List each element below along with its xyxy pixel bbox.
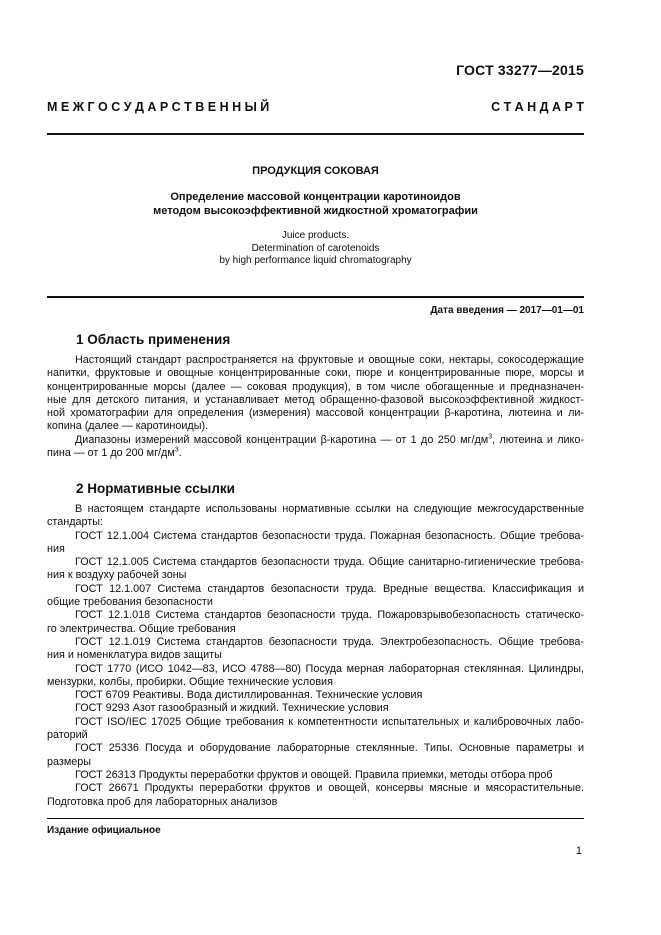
reference-line: ГОСТ 26313 Продукты переработки фруктов и овощей. Правила приемки, методы отбора проб: [75, 768, 553, 781]
scope-paragraph: [47, 354, 584, 434]
reference-line: ГОСТ ISO/IEC 17025 Общие требования к компетентности испытательных и калибровочных лабо-: [75, 715, 584, 728]
standard-number: ГОСТ 33277—2015: [456, 62, 584, 78]
paragraph-line: ной хроматографии для определения (измерения) массовой концентрации β-каротина, лютеина и ли-: [47, 407, 584, 420]
paragraph-line: ные для детского питания, и устанавливает метод обращенно-фазовой высокоэффективной жидкост-: [47, 393, 584, 406]
reference-line: стандарты:: [47, 516, 103, 529]
reference-line: ГОСТ 12.1.018 Система стандартов безопасности труда. Пожаровзрывобезопасность статическо-: [75, 609, 584, 622]
reference-line: В настоящем стандарте использованы нормативные ссылки на следующие межгосударственные: [75, 503, 584, 515]
header-divider: [47, 133, 584, 135]
reference-line: ГОСТ 12.1.004 Система стандартов безопасности труда. Пожарная безопасность. Общие требова-: [75, 529, 584, 542]
reference-line: ГОСТ 6709 Реактивы. Вода дистиллированная. Технические условия: [75, 689, 423, 702]
reference-line: ГОСТ 12.1.005 Система стандартов безопасности труда. Общие санитарно-гигиенические требова-: [75, 556, 584, 569]
superscript: 3: [174, 446, 179, 454]
reference-line: ГОСТ 26671 Продукты переработки фруктов и овощей, консервы мясные и мясорастительные.: [75, 782, 584, 795]
paragraph-line: копина (далее — каротиноиды).: [47, 420, 209, 433]
introduction-date: Дата введения — 2017—01—01: [430, 305, 584, 316]
document-subtitle: [47, 190, 584, 218]
scope-ranges-paragraph: [47, 434, 584, 461]
reference-line: ГОСТ 9293 Азот газообразный и жидкий. Технические условия: [75, 702, 389, 715]
banner-word-interstate: М Е Ж Г О С У Д А Р С Т В Е Н Н Ы Й: [47, 100, 270, 114]
english-title-line: by high performance liquid chromatography: [219, 255, 412, 266]
range-text: пина — от 1 до 200 мг/дм: [47, 447, 175, 460]
reference-line: ГОСТ 12.1.007 Система стандартов безопасности труда. Вредные вещества. Классификация и: [75, 582, 584, 595]
footer-divider: [47, 818, 584, 819]
reference-line: общие требования безопасности: [47, 596, 213, 609]
references-list: [47, 503, 584, 809]
paragraph-line: [47, 434, 584, 447]
section-heading-references: 2 Нормативные ссылки: [76, 481, 235, 496]
section-heading-scope: 1 Область применения: [76, 332, 231, 347]
paragraph-line: [47, 447, 584, 460]
reference-line: мензурки, колбы, пробирки. Общие технические условия: [47, 675, 333, 688]
reference-line: ния к воздуху рабочей зоны: [47, 569, 187, 582]
superscript: 3: [488, 433, 493, 441]
reference-line: раторий: [47, 729, 88, 742]
subtitle-line: методом высокоэффективной жидкостной хроматографии: [153, 205, 478, 217]
reference-line: размеры: [47, 755, 92, 768]
reference-line: ГОСТ 12.1.019 Система стандартов безопасности труда. Электробезопасность. Общие требова-: [75, 635, 584, 648]
reference-line: Подготовка проб для лабораторных анализов: [47, 795, 278, 808]
reference-line: ГОСТ 1770 (ИСО 1042—83, ИСО 4788—80) Посуда мерная лабораторная стеклянная. Цилиндры,: [75, 662, 584, 675]
reference-line: ния: [47, 542, 65, 555]
range-text: Диапазоны измерений массовой концентрации β-каротина — от 1 до 250 мг/дм: [75, 434, 489, 446]
banner-word-standard: С Т А Н Д А Р Т: [491, 100, 584, 114]
product-title: ПРОДУКЦИЯ СОКОВАЯ: [252, 165, 379, 177]
paragraph-line: Настоящий стандарт распространяется на фруктовые и овощные соки, нектары, сокосодержащие: [75, 354, 584, 366]
subtitle-line: Определение массовой концентрации каротиноидов: [170, 191, 461, 203]
title-divider: [47, 296, 584, 298]
official-edition-label: Издание официальное: [47, 825, 161, 836]
reference-line: ГОСТ 25336 Посуда и оборудование лабораторные стеклянные. Типы. Основные параметры и: [75, 742, 584, 755]
english-title-line: Determination of carotenoids: [251, 242, 380, 254]
standard-banner: [47, 100, 584, 114]
paragraph-line: напитки, фруктовые и овощные концентрированные соки, пюре и концентрированные пюре, морсы и: [47, 367, 584, 380]
english-title: [47, 230, 584, 268]
paragraph-line: концентрированные морсы (далее — соковая продукция), в том числе обогащенные и предназначен-: [47, 380, 584, 393]
reference-line: го электричества. Общие требования: [47, 622, 236, 635]
range-text: .: [178, 447, 182, 460]
page-number: 1: [575, 845, 582, 857]
english-title-line: Juice products.: [281, 230, 350, 241]
range-text: , лютеина и лико-: [492, 434, 584, 446]
reference-line: ния и номенклатура видов защиты: [47, 649, 222, 662]
